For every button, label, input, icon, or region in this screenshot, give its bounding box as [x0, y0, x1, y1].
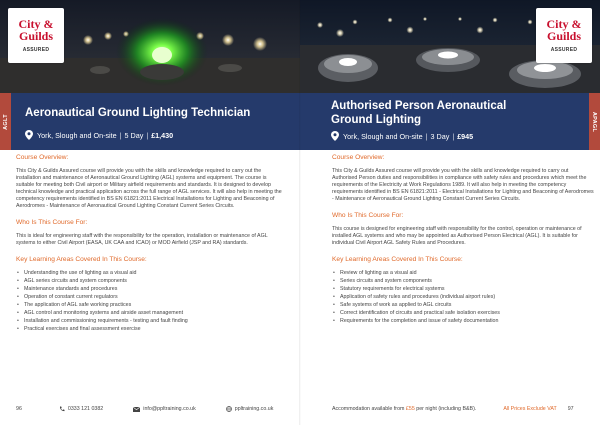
list-item: • The application of AGL safe working practices	[16, 302, 286, 309]
page-number: 97	[567, 406, 574, 412]
course-location: York, Slough and On-site	[37, 130, 117, 140]
learning-heading: Key Learning Areas Covered In This Course:	[332, 256, 463, 263]
footer-web[interactable]	[226, 406, 274, 412]
right-footer	[332, 406, 574, 412]
page-number: 96	[16, 406, 22, 412]
logo-brand-line2: Guilds	[18, 29, 54, 43]
meta-separator: |	[425, 131, 428, 141]
list-item: • Requirements for the completion and issue of safety documentation	[332, 318, 594, 325]
list-item: • Review of lighting as a visual aid	[332, 270, 594, 277]
list-item: • Installation and commissioning requirements - testing and fault finding	[16, 318, 286, 325]
course-code-tab	[0, 93, 11, 150]
website: ppltraining.co.uk	[234, 406, 274, 412]
course-duration: 3 Day	[430, 131, 450, 141]
course-title: Aeronautical Ground Lighting Technician	[25, 107, 251, 119]
course-body	[332, 154, 594, 326]
learning-heading: Key Learning Areas Covered In This Course:	[16, 256, 147, 263]
vat-note: All Prices Exclude VAT	[503, 406, 557, 412]
map-pin-icon	[25, 130, 33, 140]
accommodation-note	[332, 406, 476, 412]
course-price: £1,430	[151, 130, 174, 140]
overview-text: This City & Guilds Assured course will provide you with the skills and knowledge required to carry out the installation and maintenance of Aeronautical Ground Lighting (AGL) systems and equipment. The course is suitable for meeting both Civil airport or Military airfield requirements and standards. It is designed to develop technical knowledge and practical application across the full range of AGL services. It will also help in meeting the competency requirements identified in BS EN 61821:2011 Electrical Installations for Lighting and Beaconing of Aerodromes - Maintenance of Aeronautical Ground Lighting Constant Current Series Circuits.	[16, 168, 282, 209]
footer-email[interactable]	[133, 406, 196, 412]
right-page	[300, 0, 600, 425]
learning-list	[332, 270, 594, 325]
meta-separator: |	[452, 131, 455, 141]
logo-brand-line2: Guilds	[546, 29, 582, 43]
web-icon	[226, 406, 232, 412]
list-item: • Correct identification of circuits and practical safe isolation exercises	[332, 310, 594, 317]
course-meta	[25, 130, 173, 140]
city-and-guilds-logo	[536, 8, 592, 63]
list-item: • Practical exercises and final assessment exercise	[16, 326, 286, 333]
city-and-guilds-logo	[8, 8, 64, 63]
list-item: • Application of safety rules and procedures (individual airport rules)	[332, 294, 594, 301]
overview-text: This City & Guilds Assured course will provide you with the skills and knowledge required to carry out Authorised Person duties and responsibilities in compliance with safety rules and procedures which meet the requirements of the Electricity at Work Regulations 1989. It will also help in meeting the competency requirements identified in BS EN 61821:2011 - Electrical Installations for Lighting and Beaconing of Aerodromes - Maintenance of Aeronautical Ground Lighting Constant Current Series Circuits.	[332, 168, 594, 202]
course-code: APAGL	[591, 111, 598, 132]
list-item: • Maintenance standards and procedures	[16, 286, 286, 293]
email-icon	[133, 407, 140, 412]
book-spine-shadow	[299, 0, 301, 425]
logo-brand-line1: City &	[546, 17, 582, 31]
course-code-tab	[589, 93, 600, 150]
course-code: AGLT	[2, 113, 9, 130]
phone-icon	[59, 406, 65, 412]
who-text: This course is designed for engineering staff with responsibility for the control, operation or maintenance of installed AGL systems and who may be appointed as Authorised Person Electrical (AGL). It is suitable for individual Civil Airport AGL Safety Rules and Procedures.	[332, 226, 582, 246]
who-heading: Who Is This Course For:	[16, 219, 88, 226]
overview-heading: Course Overview:	[332, 154, 385, 161]
list-item: • Series circuits and system components	[332, 278, 594, 285]
list-item: • AGL control and monitoring systems and airside asset management	[16, 310, 286, 317]
course-price: £945	[457, 131, 474, 141]
list-item: • AGL series circuits and system components	[16, 278, 286, 285]
accommodation-prefix: Accommodation available from	[332, 406, 405, 412]
course-location: York, Slough and On-site	[343, 131, 423, 141]
accommodation-suffix: per night (including B&B).	[416, 406, 477, 412]
left-footer	[16, 406, 303, 412]
meta-separator: |	[119, 130, 122, 140]
meta-separator: |	[146, 130, 149, 140]
course-title: Authorised Person Aeronautical Ground Lighting	[331, 100, 507, 126]
email-address: info@ppltraining.co.uk	[143, 406, 196, 412]
list-item: • Safe systems of work as applied to AGL circuits	[332, 302, 594, 309]
overview-heading: Course Overview:	[16, 154, 69, 161]
list-item: • Operation of constant current regulators	[16, 294, 286, 301]
course-title-banner	[0, 93, 300, 150]
list-item: • Understanding the use of lighting as a visual aid	[16, 270, 286, 277]
course-duration: 5 Day	[124, 130, 144, 140]
course-body	[16, 154, 286, 334]
course-meta	[331, 131, 473, 141]
footer-phone[interactable]	[59, 406, 103, 412]
phone-number: 0333 121 0382	[67, 406, 104, 412]
logo-assured: ASSURED	[550, 47, 578, 53]
accommodation-price: £55	[405, 406, 415, 412]
who-heading: Who Is This Course For:	[332, 212, 404, 219]
logo-brand-line1: City &	[18, 17, 54, 31]
logo-assured: ASSURED	[22, 47, 50, 53]
who-text: This is ideal for engineering staff with the responsibility for the operation, installation or maintenance of AGL systems to either Civil Airport (EASA, UK CAA and ICAO) or MOD Airfield (JSP and RA) standards.	[16, 233, 268, 246]
map-pin-icon	[331, 131, 339, 141]
learning-list	[16, 270, 286, 333]
course-title-banner	[300, 93, 600, 150]
list-item: • Statutory requirements for electrical systems	[332, 286, 594, 293]
